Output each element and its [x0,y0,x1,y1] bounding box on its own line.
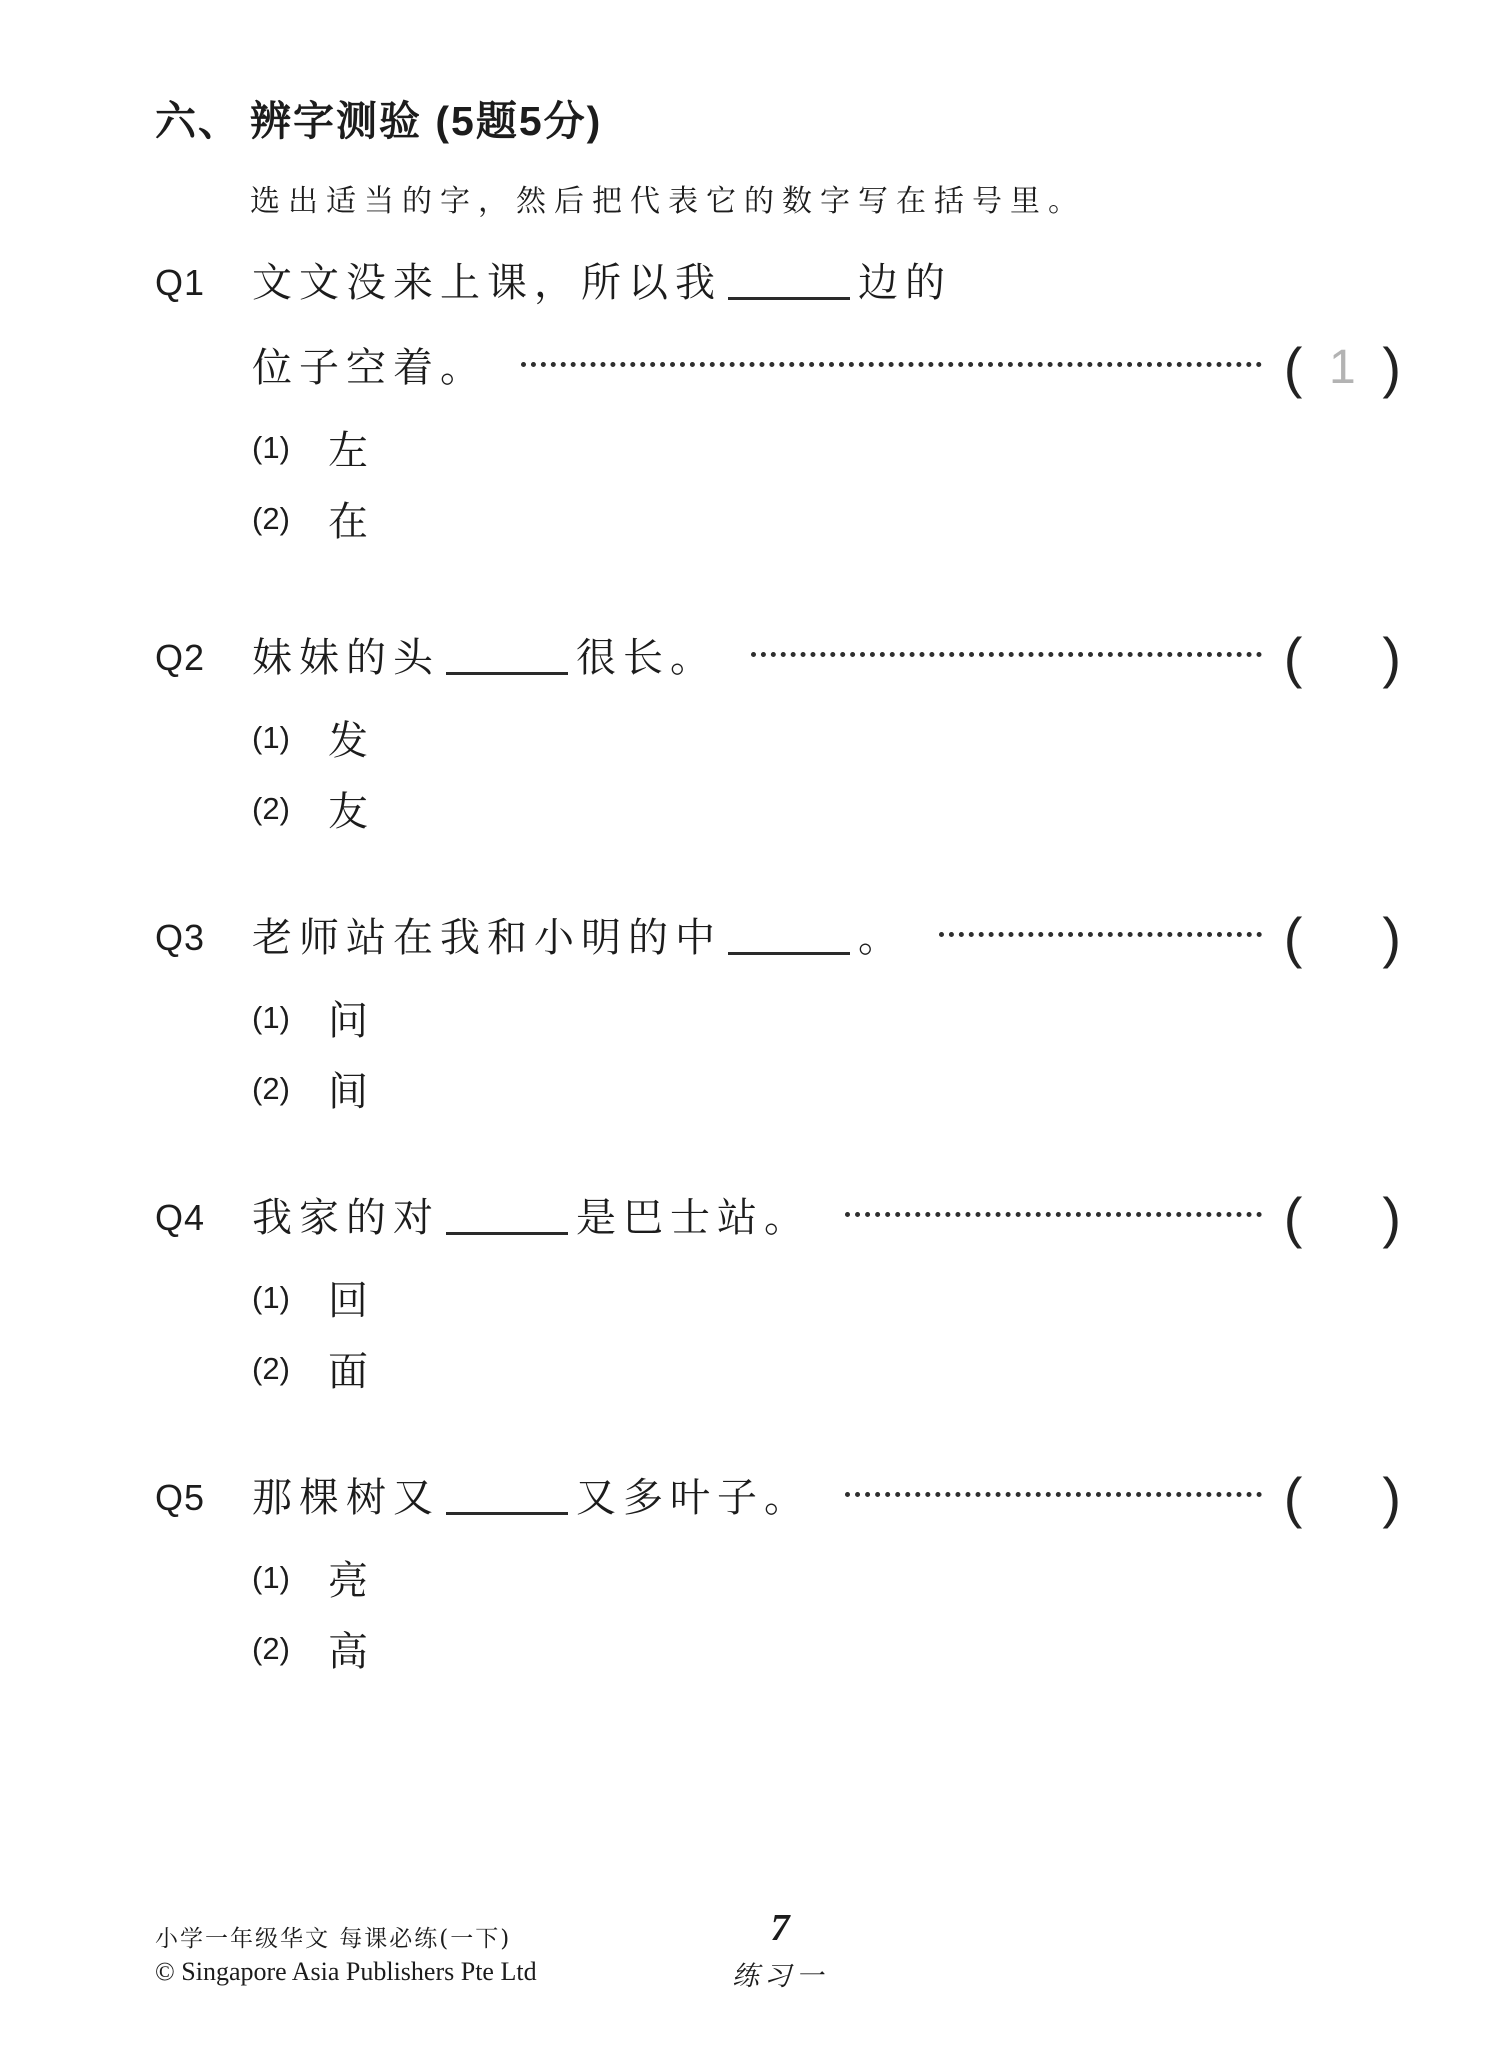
question-2-fill-blank[interactable] [446,637,568,675]
question-4 [155,1186,1401,1404]
question-1 [155,258,1401,554]
question-1-answer-brackets[interactable] [1283,336,1401,399]
question-5-text-after-blank: 又多叶子。 [576,1475,811,1521]
page-number: 7 [770,1907,790,1949]
option-number: (2) [252,1630,290,1666]
option-character: 面 [328,1349,372,1395]
option-number: (1) [252,1279,290,1315]
question-1-text-before-blank: 文文没来上课，所以我 [252,260,722,306]
book-title: 小学一年级华文 每课必练(一下) [155,1926,512,1952]
question-5 [155,1466,1401,1684]
question-2-text-after-blank: 很长。 [576,635,717,681]
question-3-option-2 [252,1053,1401,1124]
option-number: (2) [252,500,290,536]
option-number: (2) [252,1350,290,1386]
option-number: (1) [252,429,290,465]
question-2-line-1 [155,626,1401,689]
question-3-fill-blank[interactable] [728,917,850,955]
question-3-text-before-blank: 老师站在我和小明的中 [252,915,722,961]
option-number: (1) [252,719,290,755]
question-3 [155,906,1401,1124]
question-1-label: Q1 [155,262,206,303]
dotted-leader [845,1212,1262,1217]
open-paren: ( [1283,1186,1303,1249]
question-1-options [155,412,1401,554]
option-character: 左 [328,428,372,474]
close-paren: ) [1382,336,1401,399]
question-3-text-after-blank: 。 [858,915,905,961]
question-2-answer-brackets[interactable] [1283,626,1401,689]
question-4-label: Q4 [155,1197,206,1238]
option-character: 友 [328,789,372,835]
question-4-text-before-blank: 我家的对 [252,1195,440,1241]
dotted-leader [751,652,1262,657]
question-1-option-2 [252,483,1401,554]
question-1-fill-blank[interactable] [728,262,850,300]
question-5-option-2 [252,1613,1401,1684]
question-4-option-1 [252,1262,1401,1333]
option-number: (2) [252,790,290,826]
close-paren: ) [1382,1466,1401,1529]
option-number: (2) [252,1070,290,1106]
question-5-line-1 [155,1466,1401,1529]
question-3-sentence [252,913,905,963]
question-3-options [155,982,1401,1124]
question-2-options [155,702,1401,844]
question-4-answer-brackets[interactable] [1283,1186,1401,1249]
question-1-sentence [252,258,952,308]
option-number: (1) [252,1559,290,1595]
question-2-text-before-blank: 妹妹的头 [252,635,440,681]
section-header [155,88,602,147]
open-paren: ( [1283,336,1303,399]
question-2-sentence [252,633,717,683]
exercise-label: 练习一 [732,1960,828,1992]
question-5-option-1 [252,1542,1401,1613]
question-5-label: Q5 [155,1477,206,1518]
question-2-option-2 [252,773,1401,844]
question-1-line-2 [155,336,1401,399]
question-3-label: Q3 [155,917,206,958]
open-paren: ( [1283,906,1303,969]
close-paren: ) [1382,1186,1401,1249]
question-5-options [155,1542,1401,1684]
question-5-sentence [252,1473,811,1523]
question-5-fill-blank[interactable] [446,1477,568,1515]
option-number: (1) [252,999,290,1035]
dotted-leader [845,1492,1262,1497]
question-4-line-1 [155,1186,1401,1249]
footer-page-block [690,1908,870,1993]
option-character: 回 [328,1278,372,1324]
question-1-answer-value: 1 [1328,341,1356,394]
dotted-leader [521,362,1262,367]
question-4-fill-blank[interactable] [446,1197,568,1235]
option-character: 问 [328,998,372,1044]
question-4-options [155,1262,1401,1404]
section-instructions: 选出适当的字，然后把代表它的数字写在括号里。 [250,185,1086,218]
copyright-line: © Singapore Asia Publishers Pte Ltd [155,1957,537,1986]
close-paren: ) [1382,626,1401,689]
option-character: 高 [328,1629,372,1675]
question-3-line-1 [155,906,1401,969]
question-2-option-1 [252,702,1401,773]
question-3-option-1 [252,982,1401,1053]
section-number: 六、 [155,98,241,144]
question-5-answer-brackets[interactable] [1283,1466,1401,1529]
option-character: 亮 [328,1558,372,1604]
option-character: 间 [328,1069,372,1115]
footer-imprint [155,1920,537,1987]
section-title: 辨字测验 (5题5分) [250,98,603,144]
question-4-option-2 [252,1333,1401,1404]
question-1-line-1 [155,258,1401,308]
option-character: 在 [328,499,372,545]
question-1-option-1 [252,412,1401,483]
question-1-sentence-continued: 位子空着。 [252,345,487,391]
open-paren: ( [1283,626,1303,689]
question-1-text-after-blank: 边的 [858,260,952,306]
close-paren: ) [1382,906,1401,969]
question-5-text-before-blank: 那棵树又 [252,1475,440,1521]
question-4-text-after-blank: 是巴士站。 [576,1195,811,1241]
open-paren: ( [1283,1466,1303,1529]
dotted-leader [939,932,1262,937]
option-character: 发 [328,718,372,764]
question-3-answer-brackets[interactable] [1283,906,1401,969]
question-2-label: Q2 [155,637,206,678]
question-2 [155,626,1401,844]
question-4-sentence [252,1193,811,1243]
